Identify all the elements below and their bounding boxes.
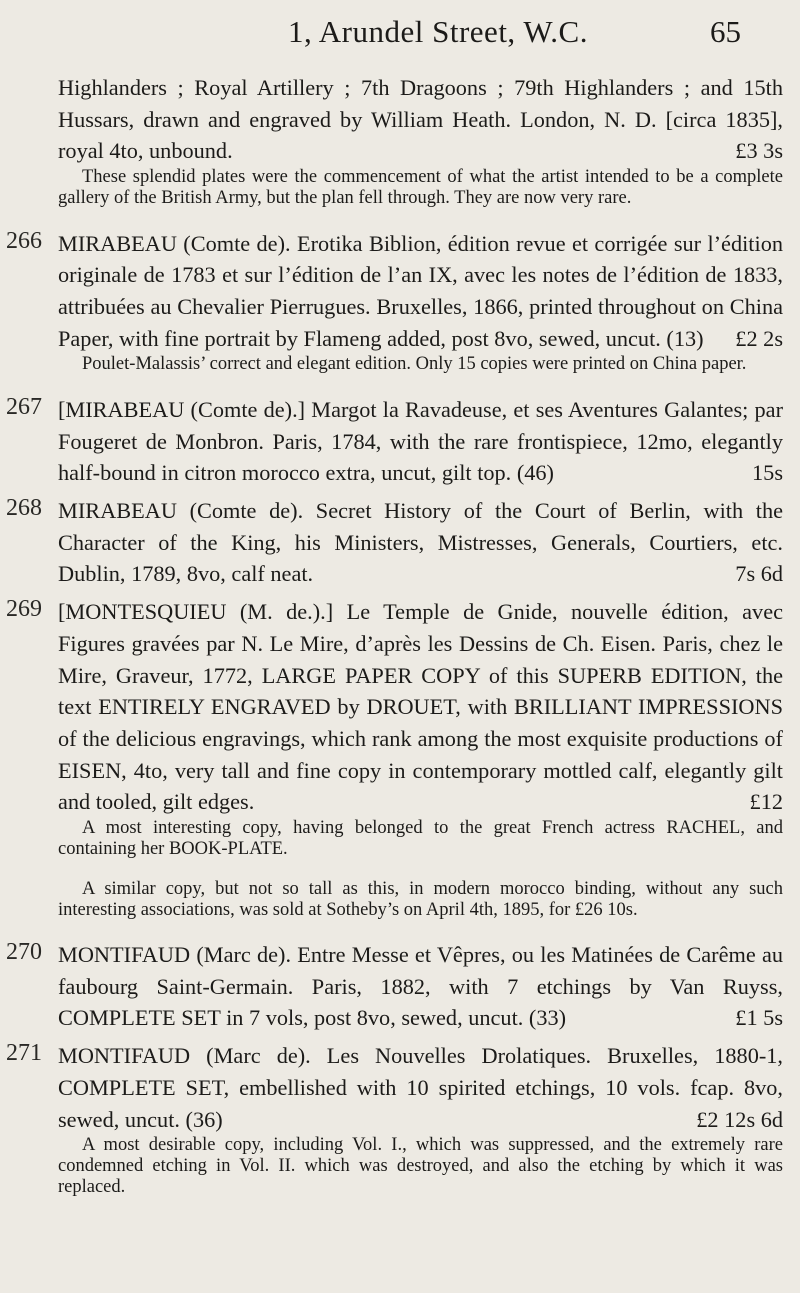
catalogue-entry: [6, 939, 783, 1034]
entry-description: MIRABEAU (Comte de). Erotika Biblion, édition revue et corrigée sur l’édition originale de 1783 et sur l’édition de l’an IX, avec les notes de l’édition de 1833, attribuées au Chevalier Pierrugues. Bruxelles, 1866, printed throughout on China Paper, with fine portrait by Flameng added, post 8vo, sewed, uncut. (13) £2 2s: [58, 228, 783, 355]
catalogue-entry: [6, 596, 783, 920]
catalogue-entry: [6, 495, 783, 590]
catalogue-entry: [6, 393, 783, 489]
lot-price: £2 2s: [735, 325, 783, 351]
running-head: 1, Arundel Street, W.C.: [288, 14, 588, 49]
catalogue-entry: [6, 1040, 783, 1198]
lot-number: 267: [6, 393, 42, 420]
lot-number: 266: [6, 227, 42, 254]
entry-description: MONTIFAUD (Marc de). Les Nouvelles Drolatiques. Bruxelles, 1880-1, COMPLETE SET, embellished with 10 spirited etchings, 10 vols. fcap. 8vo, sewed, uncut. (36) £2 12s 6d: [58, 1040, 783, 1135]
entry-note: A most desirable copy, including Vol. I., which was suppressed, and the extremely rare condemned etching in Vol. II. which was destroyed, and also the etching by which it was replaced.: [58, 1135, 783, 1198]
lot-price: £12: [749, 789, 783, 815]
entry-description: Highlanders ; Royal Artillery ; 7th Dragoons ; 79th Highlanders ; and 15th Hussars, drawn and engraved by William Heath. London, N. D. [circa 1835], royal 4to, unbound. £3 3s: [58, 72, 783, 167]
lot-number: 270: [6, 939, 42, 966]
catalogue-entry: [6, 227, 783, 376]
entry-note: Poulet-Malassis’ correct and elegant edition. Only 15 copies were printed on China paper.: [82, 354, 747, 375]
entry-description: MONTIFAUD (Marc de). Entre Messe et Vêpres, ou les Matinées de Carême au faubourg Saint-Germain. Paris, 1882, with 7 etchings by Van Ruyss, COMPLETE SET in 7 vols, post 8vo, sewed, uncut. (33) £1 5s: [58, 939, 783, 1034]
lot-price: £2 12s 6d: [696, 1106, 783, 1132]
catalogue-body: [6, 72, 783, 1217]
entry-note: A most interesting copy, having belonged to the great French actress RACHEL, and containing her BOOK-PLATE.: [58, 818, 783, 860]
lot-number: 268: [6, 495, 42, 522]
entry-note: A similar copy, but not so tall as this, in modern morocco binding, without any such interesting associations, was sold at Sotheby’s on April 4th, 1895, for £26 10s.: [58, 878, 783, 920]
lot-price: £1 5s: [735, 1005, 783, 1031]
lot-price: 15s: [752, 460, 783, 486]
lot-price: £3 3s: [735, 138, 783, 164]
entry-description: MIRABEAU (Comte de). Secret History of the Court of Berlin, with the Character of the King, his Ministers, Mistresses, Generals, Courtiers, etc. Dublin, 1789, 8vo, calf neat. 7s 6d: [58, 495, 783, 590]
entry-note: These splendid plates were the commencement of what the artist intended to be a complete gallery of the British Army, but the plan fell through. They are now very rare.: [58, 167, 783, 209]
entry-description: [MIRABEAU (Comte de).] Margot la Ravadeuse, et ses Aventures Galantes; par Fougeret de Monbron. Paris, 1784, with the rare frontispiece, 12mo, elegantly half-bound in citron morocco extra, uncut, gilt top. (46) 15s: [58, 394, 783, 489]
lot-price: 7s 6d: [735, 561, 783, 587]
page-number: 65: [710, 14, 741, 49]
lot-number: 271: [6, 1040, 42, 1067]
lot-number: 269: [6, 596, 42, 623]
page-header: [0, 14, 800, 54]
entry-description: [MONTESQUIEU (M. de.).] Le Temple de Gnide, nouvelle édition, avec Figures gravées par N. Le Mire, d’après les Dessins de Ch. Eisen. Paris, chez le Mire, Graveur, 1772, LARGE PAPER COPY of this SUPERB EDITION, the text ENTIRELY ENGRAVED by DROUET, with BRILLIANT IMPRESSIONS of the delicious engravings, which rank among the most exquisite productions of EISEN, 4to, very tall and fine copy in contemporary mottled calf, elegantly gilt and tooled, gilt edges. £12: [58, 596, 783, 818]
catalogue-entry: [58, 72, 783, 209]
